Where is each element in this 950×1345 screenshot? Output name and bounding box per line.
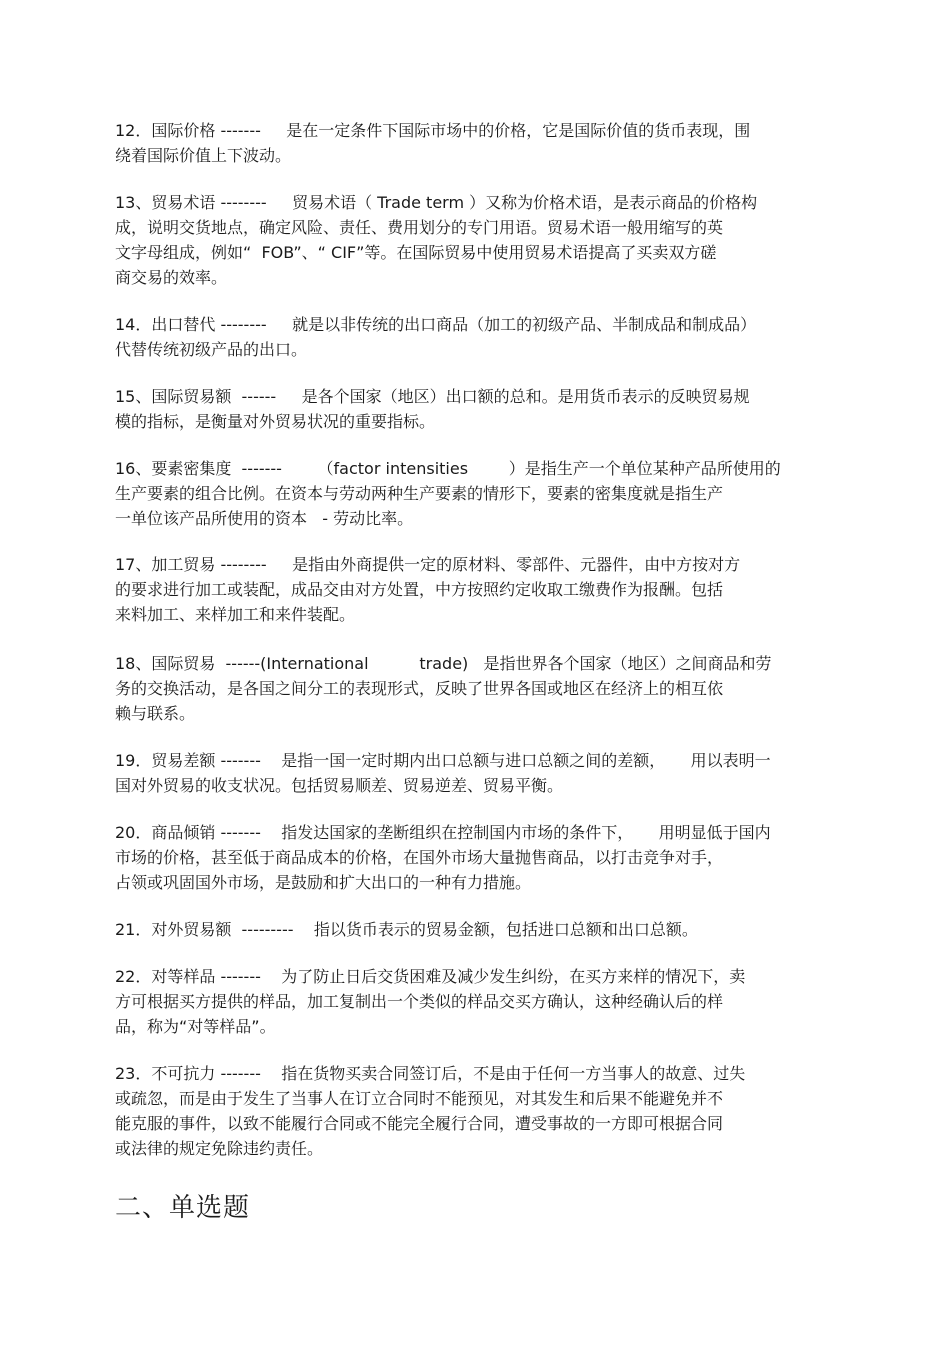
term-definition-15 [115, 384, 855, 434]
text-line: 14．出口替代 -------- 就是以非传统的出口商品（加工的初级产品、半制成品和制成品） [115, 315, 757, 334]
text-line: 模的指标，是衡量对外贸易状况的重要指标。 [115, 412, 436, 431]
text-line: 21．对外贸易额 --------- 指以货币表示的贸易金额，包括进口总额和出口总额。 [115, 920, 698, 939]
text-line: 国对外贸易的收支状况。包括贸易顺差、贸易逆差、贸易平衡。 [115, 776, 564, 795]
text-line: 能克服的事件，以致不能履行合同或不能完全履行合同，遭受事故的一方即可根据合同 [115, 1114, 724, 1133]
term-definition-18 [115, 651, 855, 726]
term-definition-22 [115, 964, 855, 1039]
text-line: 商交易的效率。 [115, 268, 228, 287]
text-line: 生产要素的组合比例。在资本与劳动两种生产要素的情形下，要素的密集度就是指生产 [115, 484, 724, 503]
text-line: 20．商品倾销 ------- 指发达国家的垄断组织在控制国内市场的条件下， 用明显低于国内 [115, 823, 771, 842]
text-line: 12．国际价格 ------- 是在一定条件下国际市场中的价格，它是国际价值的货币表现，围 [115, 121, 751, 140]
text-line: 方可根据买方提供的样品，加工复制出一个类似的样品交买方确认，这种经确认后的样 [115, 992, 724, 1011]
text-line: 17、加工贸易 -------- 是指由外商提供一定的原材料、零部件、元器件，由中方按对方 [115, 555, 741, 574]
text-line: 来料加工、来样加工和来件装配。 [115, 605, 356, 624]
text-line: 绕着国际价值上下波动。 [115, 146, 292, 165]
text-line: 务的交换活动，是各国之间分工的表现形式，反映了世界各国或地区在经济上的相互依 [115, 679, 724, 698]
term-definition-17 [115, 552, 855, 627]
term-definition-13 [115, 190, 855, 290]
text-line: 文字母组成，例如“ FOB”、“ CIF”等。在国际贸易中使用贸易术语提高了买卖双方磋 [115, 243, 717, 262]
term-definition-21 [115, 917, 855, 942]
text-line: 16、要素密集度 ------- （factor intensities ）是指生产一个单位某种产品所使用的 [115, 459, 781, 478]
text-line: 市场的价格，甚至低于商品成本的价格，在国外市场大量抛售商品，以打击竞争对手， [115, 848, 724, 867]
section-heading: 二、单选题 [115, 1193, 251, 1223]
text-line: 代替传统初级产品的出口。 [115, 340, 308, 359]
text-line: 23．不可抗力 ------- 指在货物买卖合同签订后，不是由于任何一方当事人的故意、过失 [115, 1064, 746, 1083]
term-definition-14 [115, 312, 855, 362]
term-definition-16 [115, 456, 855, 531]
text-line: 品，称为“对等样品”。 [115, 1017, 276, 1036]
text-line: 15、国际贸易额 ------ 是各个国家（地区）出口额的总和。是用货币表示的反映贸易规 [115, 387, 750, 406]
term-definition-19 [115, 748, 855, 798]
text-line: 19．贸易差额 ------- 是指一国一定时期内出口总额与进口总额之间的差额， 用以表明一 [115, 751, 771, 770]
text-line: 赖与联系。 [115, 704, 196, 723]
text-line: 占领或巩固国外市场，是鼓励和扩大出口的一种有力措施。 [115, 873, 532, 892]
text-line: 22．对等样品 ------- 为了防止日后交货困难及减少发生纠纷，在买方来样的情况下，卖 [115, 967, 746, 986]
text-line: 一单位该产品所使用的资本 - 劳动比率。 [115, 509, 414, 528]
text-line: 13、贸易术语 -------- 贸易术语（ Trade term ）又称为价格术语，是表示商品的价格构 [115, 193, 758, 212]
text-line: 成，说明交货地点，确定风险、责任、费用划分的专门用语。贸易术语一般用缩写的英 [115, 218, 724, 237]
term-definition-20 [115, 820, 855, 895]
text-line: 的要求进行加工或装配，成品交由对方处置，中方按照约定收取工缴费作为报酬。包括 [115, 580, 724, 599]
term-definition-23 [115, 1061, 855, 1161]
text-line: 或疏忽，而是由于发生了当事人在订立合同时不能预见，对其发生和后果不能避免并不 [115, 1089, 724, 1108]
term-definition-12 [115, 118, 855, 168]
text-line: 18、国际贸易 ------(International trade) 是指世界各个国家（地区）之间商品和劳 [115, 654, 772, 673]
text-line: 或法律的规定免除违约责任。 [115, 1139, 324, 1158]
